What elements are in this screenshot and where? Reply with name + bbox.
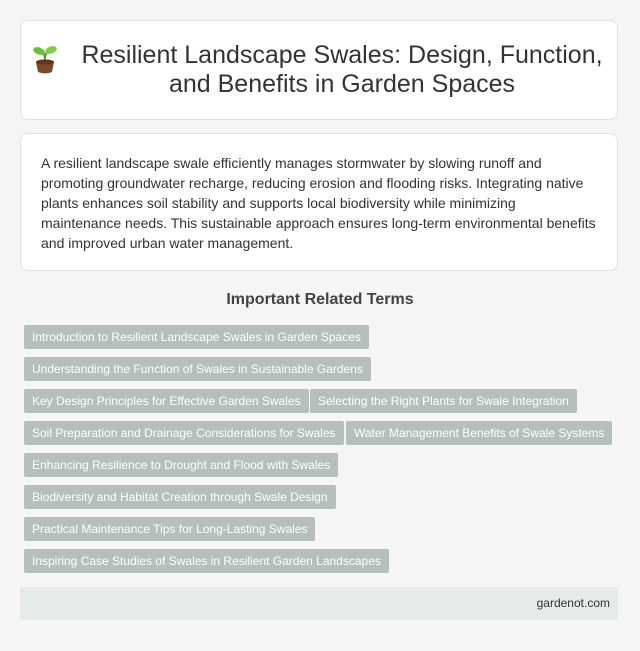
term-tag[interactable]: Key Design Principles for Effective Garden Swales — [24, 389, 309, 413]
term-tag[interactable]: Inspiring Case Studies of Swales in Resilient Garden Landscapes — [24, 549, 389, 573]
footer — [20, 587, 618, 620]
page-title: Resilient Landscape Swales: Design, Function, and Benefits in Garden Spaces — [81, 41, 603, 98]
footer-site-link[interactable]: gardenot.com — [536, 596, 610, 610]
sprout-icon — [31, 45, 59, 75]
title-wrap — [21, 41, 617, 99]
term-tag[interactable]: Soil Preparation and Drainage Considerations for Swales — [24, 421, 344, 445]
title-card — [20, 20, 618, 120]
term-tag[interactable]: Selecting the Right Plants for Swale Integration — [310, 389, 577, 413]
term-tag[interactable]: Biodiversity and Habitat Creation through Swale Design — [24, 485, 336, 509]
intro-card — [20, 133, 618, 271]
term-tag[interactable]: Understanding the Function of Swales in Sustainable Gardens — [24, 357, 371, 381]
term-tag[interactable]: Water Management Benefits of Swale Systems — [346, 421, 612, 445]
related-terms-heading: Important Related Terms — [226, 291, 414, 308]
term-tag[interactable]: Introduction to Resilient Landscape Swales in Garden Spaces — [24, 325, 369, 349]
term-tag[interactable]: Practical Maintenance Tips for Long-Lasting Swales — [24, 517, 315, 541]
intro-paragraph: A resilient landscape swale efficiently manages stormwater by slowing runoff and promoting groundwater recharge, reducing erosion and flooding risks. Integrating native plants enhances soil stability and supports local biodiversity while minimizing maintenance needs. This sustainable approach ensures long-term environmental benefits and improved urban water management. — [41, 155, 596, 251]
term-tag[interactable]: Enhancing Resilience to Drought and Flood with Swales — [24, 453, 338, 477]
